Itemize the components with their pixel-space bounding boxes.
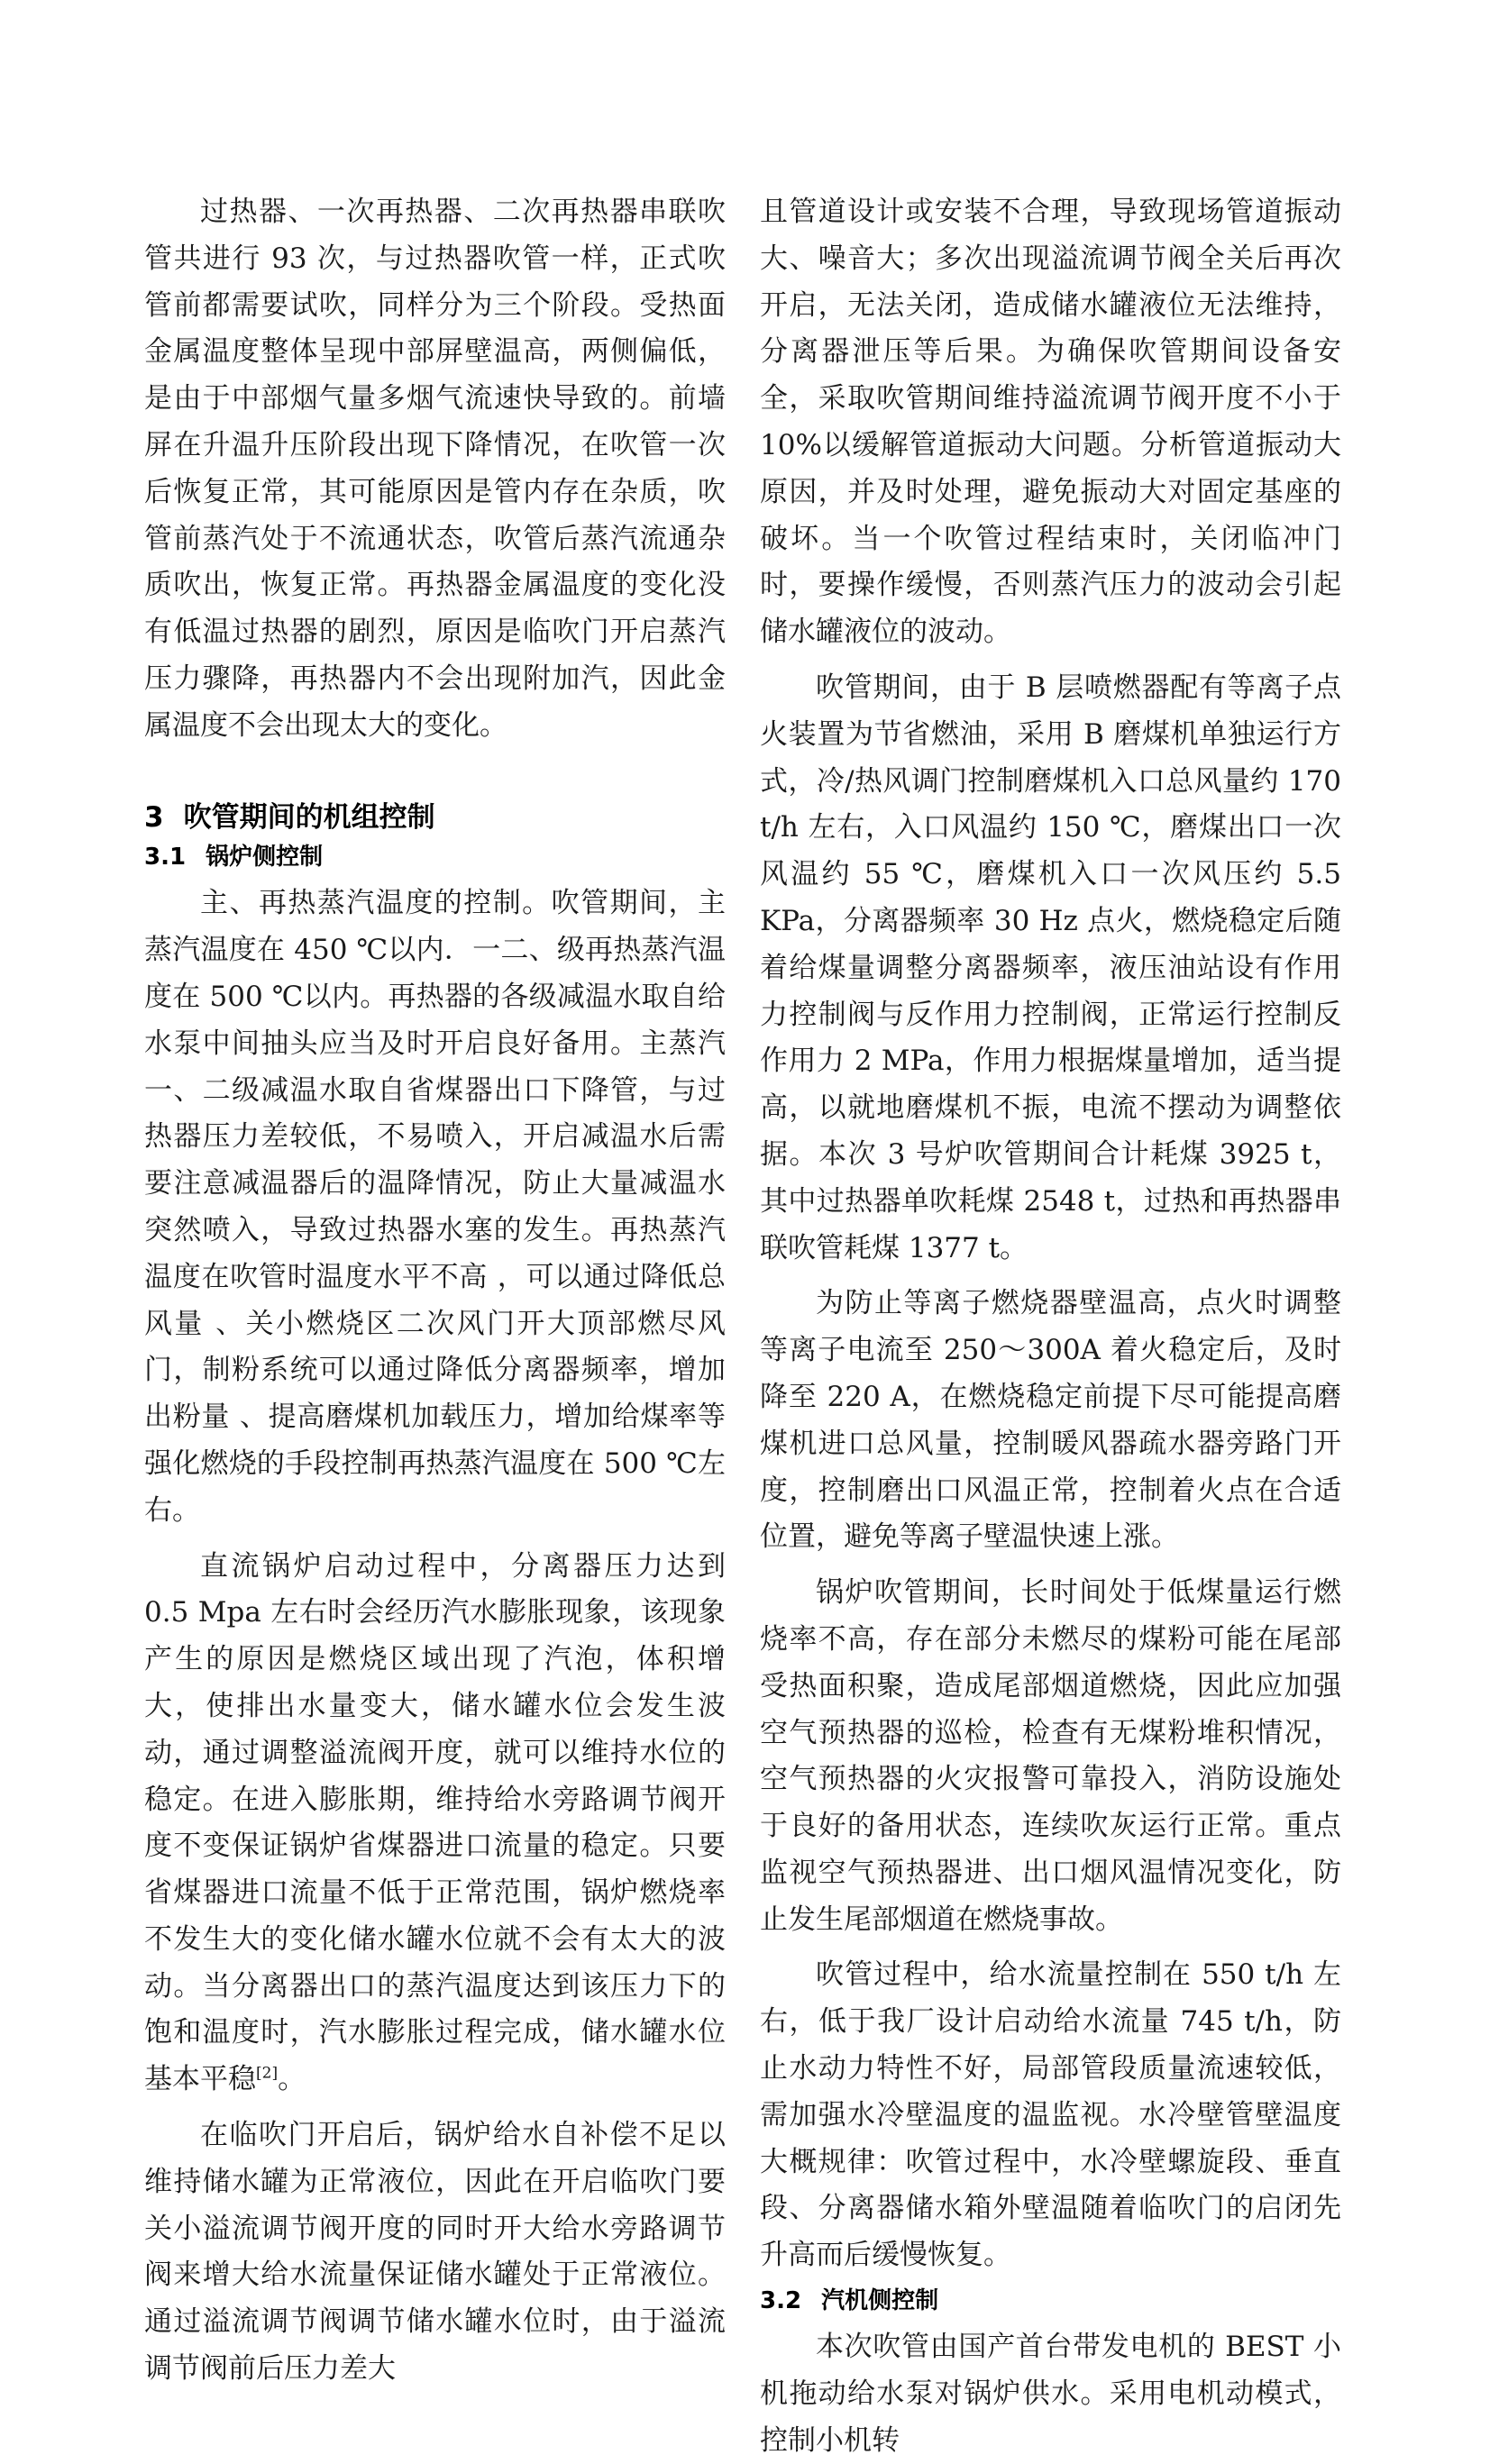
section-number: 3 (144, 800, 164, 834)
paragraph-air-preheater: 锅炉吹管期间，长时间处于低煤量运行燃烧率不高，存在部分未燃尽的煤粉可能在尾部受热面积聚，造成尾部烟道燃烧，因此应加强空气预热器的巡检，检查有无煤粉堆积情况，空气预热器的火灾报警可靠投入，消防设施处于良好的备用状态，连续吹灰运行正常。重点监视空气预热器进、出口烟风温情况变化，防止发生尾部烟道在燃烧事故。 (760, 1576, 1341, 1936)
paragraph-pipe-vibration: 且管道设计或安装不合理，导致现场管道振动大、噪音大；多次出现溢流调节阀全关后再次开启，无法关闭，造成储水罐液位无法维持，分离器泄压等后果。为确保吹管期间设备安全，采取吹管期间维持溢流调节阀开度不小于 10%以缓解管道振动大问题。分析管道振动大原因，并及时处理，避免振动大对固定基座的破坏。当一个吹管过程结束时，关闭临冲门时，要操作缓慢，否则蒸汽压力的波动会引起储水罐液位的波动。 (760, 196, 1341, 649)
paragraph-coal-mill-operation: 吹管期间，由于 B 层喷燃器配有等离子点火装置为节省燃油，采用 B 磨煤机单独运行方式，冷/热风调门控制磨煤机入口总风量约 170 t/h 左右，入口风温约 150 ℃，磨煤出口一次风温约 55 ℃，磨煤机入口一次风压约 5.5 KPa，分离器频率 30 Hz 点火，燃烧稳定后随着给煤量调整分离器频率，液压油站设有作用力控制阀与反作用力控制阀，正常运行控制反作用力 2 MPa，作用力根据煤量增加，适当提高，以就地磨煤机不振，电流不摆动为调整依据。本次 3 号炉吹管期间合计耗煤 3925 t，其中过热器单吹耗煤 2548 t，过热和再热器串联吹管耗煤 1377 t。 (760, 671, 1341, 1264)
paragraph-turbine-side: 本次吹管由国产首台带发电机的 BEST 小机拖动给水泵对锅炉供水。采用电机动模式，控制小机转 (760, 2331, 1341, 2457)
paragraph-steam-temperature-control: 主、再热蒸汽温度的控制。吹管期间，主蒸汽温度在 450 ℃以内．一二、级再热蒸汽温度在 500 ℃以内。再热器的各级减温水取自给水泵中间抽头应当及时开启良好备用。主蒸汽一、二级减温水取自省煤器出口下降管，与过热器压力差较低，不易喷入，开启减温水后需要注意减温器后的温降情况，防止大量减温水突然喷入，导致过热器水塞的发生。再热蒸汽温度在吹管时温度水平不高 ，可以通过降低总风量 、关小燃烧区二次风门开大顶部燃尽风门，制粉系统可以通过降低分离器频率，增加出粉量 、提高磨煤机加载压力，增加给煤率等强化燃烧的手段控制再热蒸汽温度在 500 ℃左右。 (144, 887, 726, 1527)
paragraph-plasma-burner: 为防止等离子燃烧器壁温高，点火时调整等离子电流至 250～300A 着火稳定后，及时降至 220 A，在燃烧稳定前提下尽可能提高磨煤机进口总风量，控制暖风器疏水器旁路门开度，控制磨出口风温正常，控制着火点在合适位置，避免等离子壁温快速上涨。 (760, 1287, 1341, 1554)
section-heading-3 (144, 795, 726, 842)
citation-ref: [2] (256, 2064, 279, 2083)
paragraph-text: 直流锅炉启动过程中，分离器压力达到 0.5 Mpa 左右时会经历汽水膨胀现象，该现象产生的原因是燃烧区域出现了汽泡，体积增大，使排出水量变大，储水罐水位会发生波动，通过调整溢流阀开度，就可以维持水位的稳定。在进入膨胀期，维持给水旁路调节阀开度不变保证锅炉省煤器进口流量的稳定。只要省煤器进口流量不低于正常范围，锅炉燃烧率不发生大的变化储水罐水位就不会有太大的波动。当分离器出口的蒸汽温度达到该压力下的饱和温度时，汽水膨胀过程完成，储水罐水位基本平稳 (144, 1549, 726, 2096)
paragraph-feedwater-compensation: 在临吹门开启后，锅炉给水自补偿不足以维持储水罐为正常液位，因此在开启临吹门要关小溢流调节阀开度的同时开大给水旁路调节阀来增大给水流量保证储水罐处于正常液位。通过溢流调节阀调节储水罐水位时，由于溢流调节阀前后压力差大 (144, 2119, 726, 2386)
paragraph-end: 。 (278, 2063, 306, 2096)
subsection-number: 3.1 (144, 844, 187, 872)
subsection-heading-3-1 (144, 841, 726, 873)
subsection-number: 3.2 (760, 2287, 802, 2315)
subsection-title: 汽机侧控制 (821, 2287, 939, 2315)
paragraph-feedwater-flow: 吹管过程中，给水流量控制在 550 t/h 左右，低于我厂设计启动给水流量 745 t/h，防止水动力特性不好，局部管段质量流速较低，需加强水冷壁温度的温监视。水冷壁管壁温度大概规律：吹管过程中，水冷壁螺旋段、垂直段、分离器储水箱外壁温随着临吹门的启闭先升高而后缓慢恢复。 (760, 1958, 1341, 2272)
subsection-title: 锅炉侧控制 (206, 844, 324, 872)
left-column (144, 189, 726, 2393)
subsection-heading-3-2 (760, 2285, 1341, 2317)
right-column (760, 189, 1341, 2464)
paragraph-superheater-blowing: 过热器、一次再热器、二次再热器串联吹管共进行 93 次，与过热器吹管一样，正式吹管前都需要试吹，同样分为三个阶段。受热面金属温度整体呈现中部屏壁温高，两侧偏低，是由于中部烟气量多烟气流速快导致的。前墙屏在升温升压阶段出现下降情况，在吹管一次后恢复正常，其可能原因是管内存在杂质，吹管前蒸汽处于不流通状态，吹管后蒸汽流通杂质吹出，恢复正常。再热器金属温度的变化没有低温过热器的剧烈，原因是临吹门开启蒸汽压力骤降，再热器内不会出现附加汽，因此金属温度不会出现太大的变化。 (144, 196, 726, 742)
paragraph-steam-water-expansion (144, 1544, 726, 2104)
section-title: 吹管期间的机组控制 (183, 800, 435, 834)
